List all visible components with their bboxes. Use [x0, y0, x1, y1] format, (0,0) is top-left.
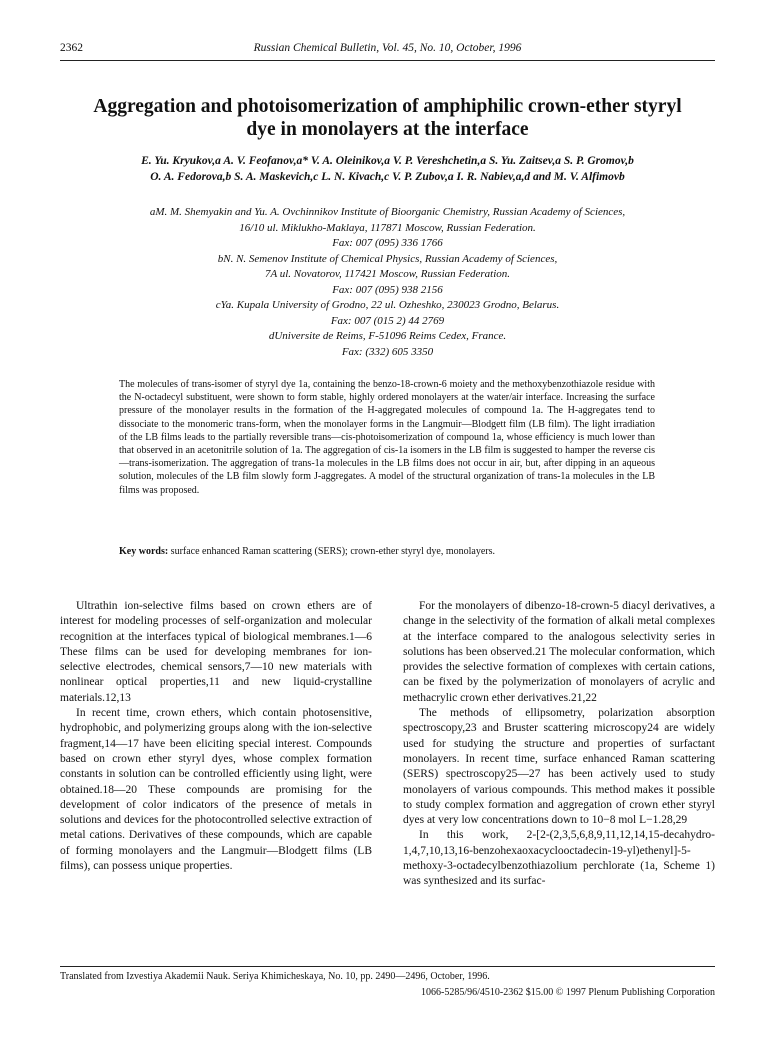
authors-line-1: E. Yu. Kryukov,a A. V. Feofanov,a* V. A. Oleinikov,a V. P. Vereshchetin,a S. Yu. Zaitsev,a S. P. Gromov,b — [141, 155, 634, 167]
affiliation-line: cYa. Kupala University of Grodno, 22 ul. Ozheshko, 230023 Grodno, Belarus. — [215, 299, 560, 311]
body-paragraph: The methods of ellipsometry, polarization absorption spectroscopy,23 and Bruster scattering microscopy24 are widely used for studying the structure and properties of surfactant monolayers. In recent time, surface enhanced Raman scattering (SERS) spectroscopy25—27 has been actively used to study monolayers of various compounds. This method makes it possible to study complex formation and aggregation of crown ether styryl dyes at very low concentrations down to 10−8 mol L−1.28,29 — [403, 707, 715, 827]
affiliation-line: Fax: 007 (095) 336 1766 — [332, 237, 443, 249]
affiliation-line: 7A ul. Novatorov, 117421 Moscow, Russian Federation. — [264, 268, 511, 280]
body-paragraph: In this work, 2-[2-(2,3,5,6,8,9,11,12,14,15-decahydro-1,4,7,10,13,16-benzohexaoxacyclooctadecin-19-yl)ethenyl]-5-methoxy-3-octadecylbenzothiazolium perchlorate (1a, Scheme 1) was synthesized and its surfac- — [403, 829, 715, 888]
body-column-right — [403, 599, 715, 890]
title-line-1: Aggregation and photoisomerization of amphiphilic crown-ether styryl — [93, 96, 682, 117]
affiliations — [60, 205, 715, 360]
abstract: The molecules of trans-isomer of styryl dye 1a, containing the benzo-18-crown-6 moiety and the methoxybenzothiazole residue with the N-octadecyl substituent, were shown to form stable, highly ordered monolayers at the water/air interface. Increasing the surface pressure of the monolayer results in the formation of the H-aggregated molecules of compound 1a. The H-aggregates tend to dissociate to the monomeric trans-form, when the monolayer forms in the Langmuir—Blodgett film (LB film). The light irradiation of the LB films leads to the partially reversible trans—cis-photoisomerization of compound 1a, whose efficiency is much lower than that observed in an acetonitrile solution of 1a. The aggregation of cis-1a isomers in the LB film is suggested to hamper the reverse cis—trans-isomerization. The aggregation of trans-1a molecules in the LB films does not occur in air, but, after dipping in an aqueous solution, molecules of the LB film slowly form J-aggregates. A model of the structural organization of trans-1a molecules in the LB films was proposed. — [119, 379, 655, 496]
author-list — [60, 153, 715, 185]
page-number: 2362 — [60, 42, 83, 54]
body-paragraph: In recent time, crown ethers, which contain photosensitive, hydrophobic, and polymerizing groups along with the ion-selective fragment,14—17 have been eliciting special interest. Compounds based on crown ether styryl dyes, whose complex formation constants in solution can be controlled efficiently using light, were obtained.18—20 These compounds are promising for the development of color indicators of the presence of metals in solutions and devices for the photocontrolled selective extraction of metal cations. Derivatives of these compounds, which are capable of forming monolayers and the Langmuir—Blodgett films (LB films), can possess unique properties. — [60, 707, 372, 873]
affiliation-line: aM. M. Shemyakin and Yu. A. Ovchinnikov Institute of Bioorganic Chemistry, Russian Academy of Sciences, — [149, 206, 626, 218]
body-paragraph: Ultrathin ion-selective films based on crown ethers are of interest for modeling processes of self-organization and molecular recognition at the interfaces typical of biological membranes.1—6 These films can be used for developing membranes for ion-selective electrodes, chemical sensors,7—10 new materials with nonlinear optical properties,11 and new liquid-crystalline materials.12,13 — [60, 600, 372, 704]
affiliation-line: Fax: (332) 605 3350 — [341, 345, 434, 358]
journal-citation: Russian Chemical Bulletin, Vol. 45, No. 10, October, 1996 — [253, 42, 522, 54]
keywords-label: Key words: — [119, 546, 169, 557]
affiliation-line: dUniversite de Reims, F-51096 Reims Cedex, France. — [268, 330, 507, 342]
body-column-left — [60, 599, 372, 874]
affiliation-line: Fax: 007 (015 2) 44 2769 — [330, 314, 445, 327]
keywords-text: surface enhanced Raman scattering (SERS); crown-ether styryl dye, monolayers. — [170, 546, 496, 557]
affiliation-line: bN. N. Semenov Institute of Chemical Physics, Russian Academy of Sciences, — [217, 252, 558, 265]
footer-rule — [60, 966, 715, 967]
affiliation-line: Fax: 007 (095) 938 2156 — [332, 283, 443, 296]
article-title — [60, 95, 715, 141]
affiliation-line: 16/10 ul. Miklukho-Maklaya, 117871 Moscow, Russian Federation. — [239, 221, 536, 234]
title-line-2: dye in monolayers at the interface — [246, 119, 529, 140]
publisher-line: 1066-5285/96/4510-2362 $15.00 © 1997 Plenum Publishing Corporation — [421, 987, 715, 998]
header-rule — [60, 60, 715, 61]
translation-note: Translated from Izvestiya Akademii Nauk. Seriya Khimicheskaya, No. 10, pp. 2490—2496, October, 1996. — [60, 971, 490, 982]
authors-line-2: O. A. Fedorova,b S. A. Maskevich,c L. N. Kivach,c V. P. Zubov,a I. R. Nabiev,a,d and M. V. Alfimovb — [150, 171, 625, 183]
keywords — [119, 545, 655, 558]
body-paragraph: For the monolayers of dibenzo-18-crown-5 diacyl derivatives, a change in the selectivity of the formation of alkali metal complexes at the interface compared to the analogous selectivity series in solutions has been observed.21 The molecular conformation, which provides the selective formation of complexes with certain cations, can be fixed by the polymerization of monolayers of acrylic and methacrylic crown ether derivatives.21,22 — [403, 600, 715, 704]
